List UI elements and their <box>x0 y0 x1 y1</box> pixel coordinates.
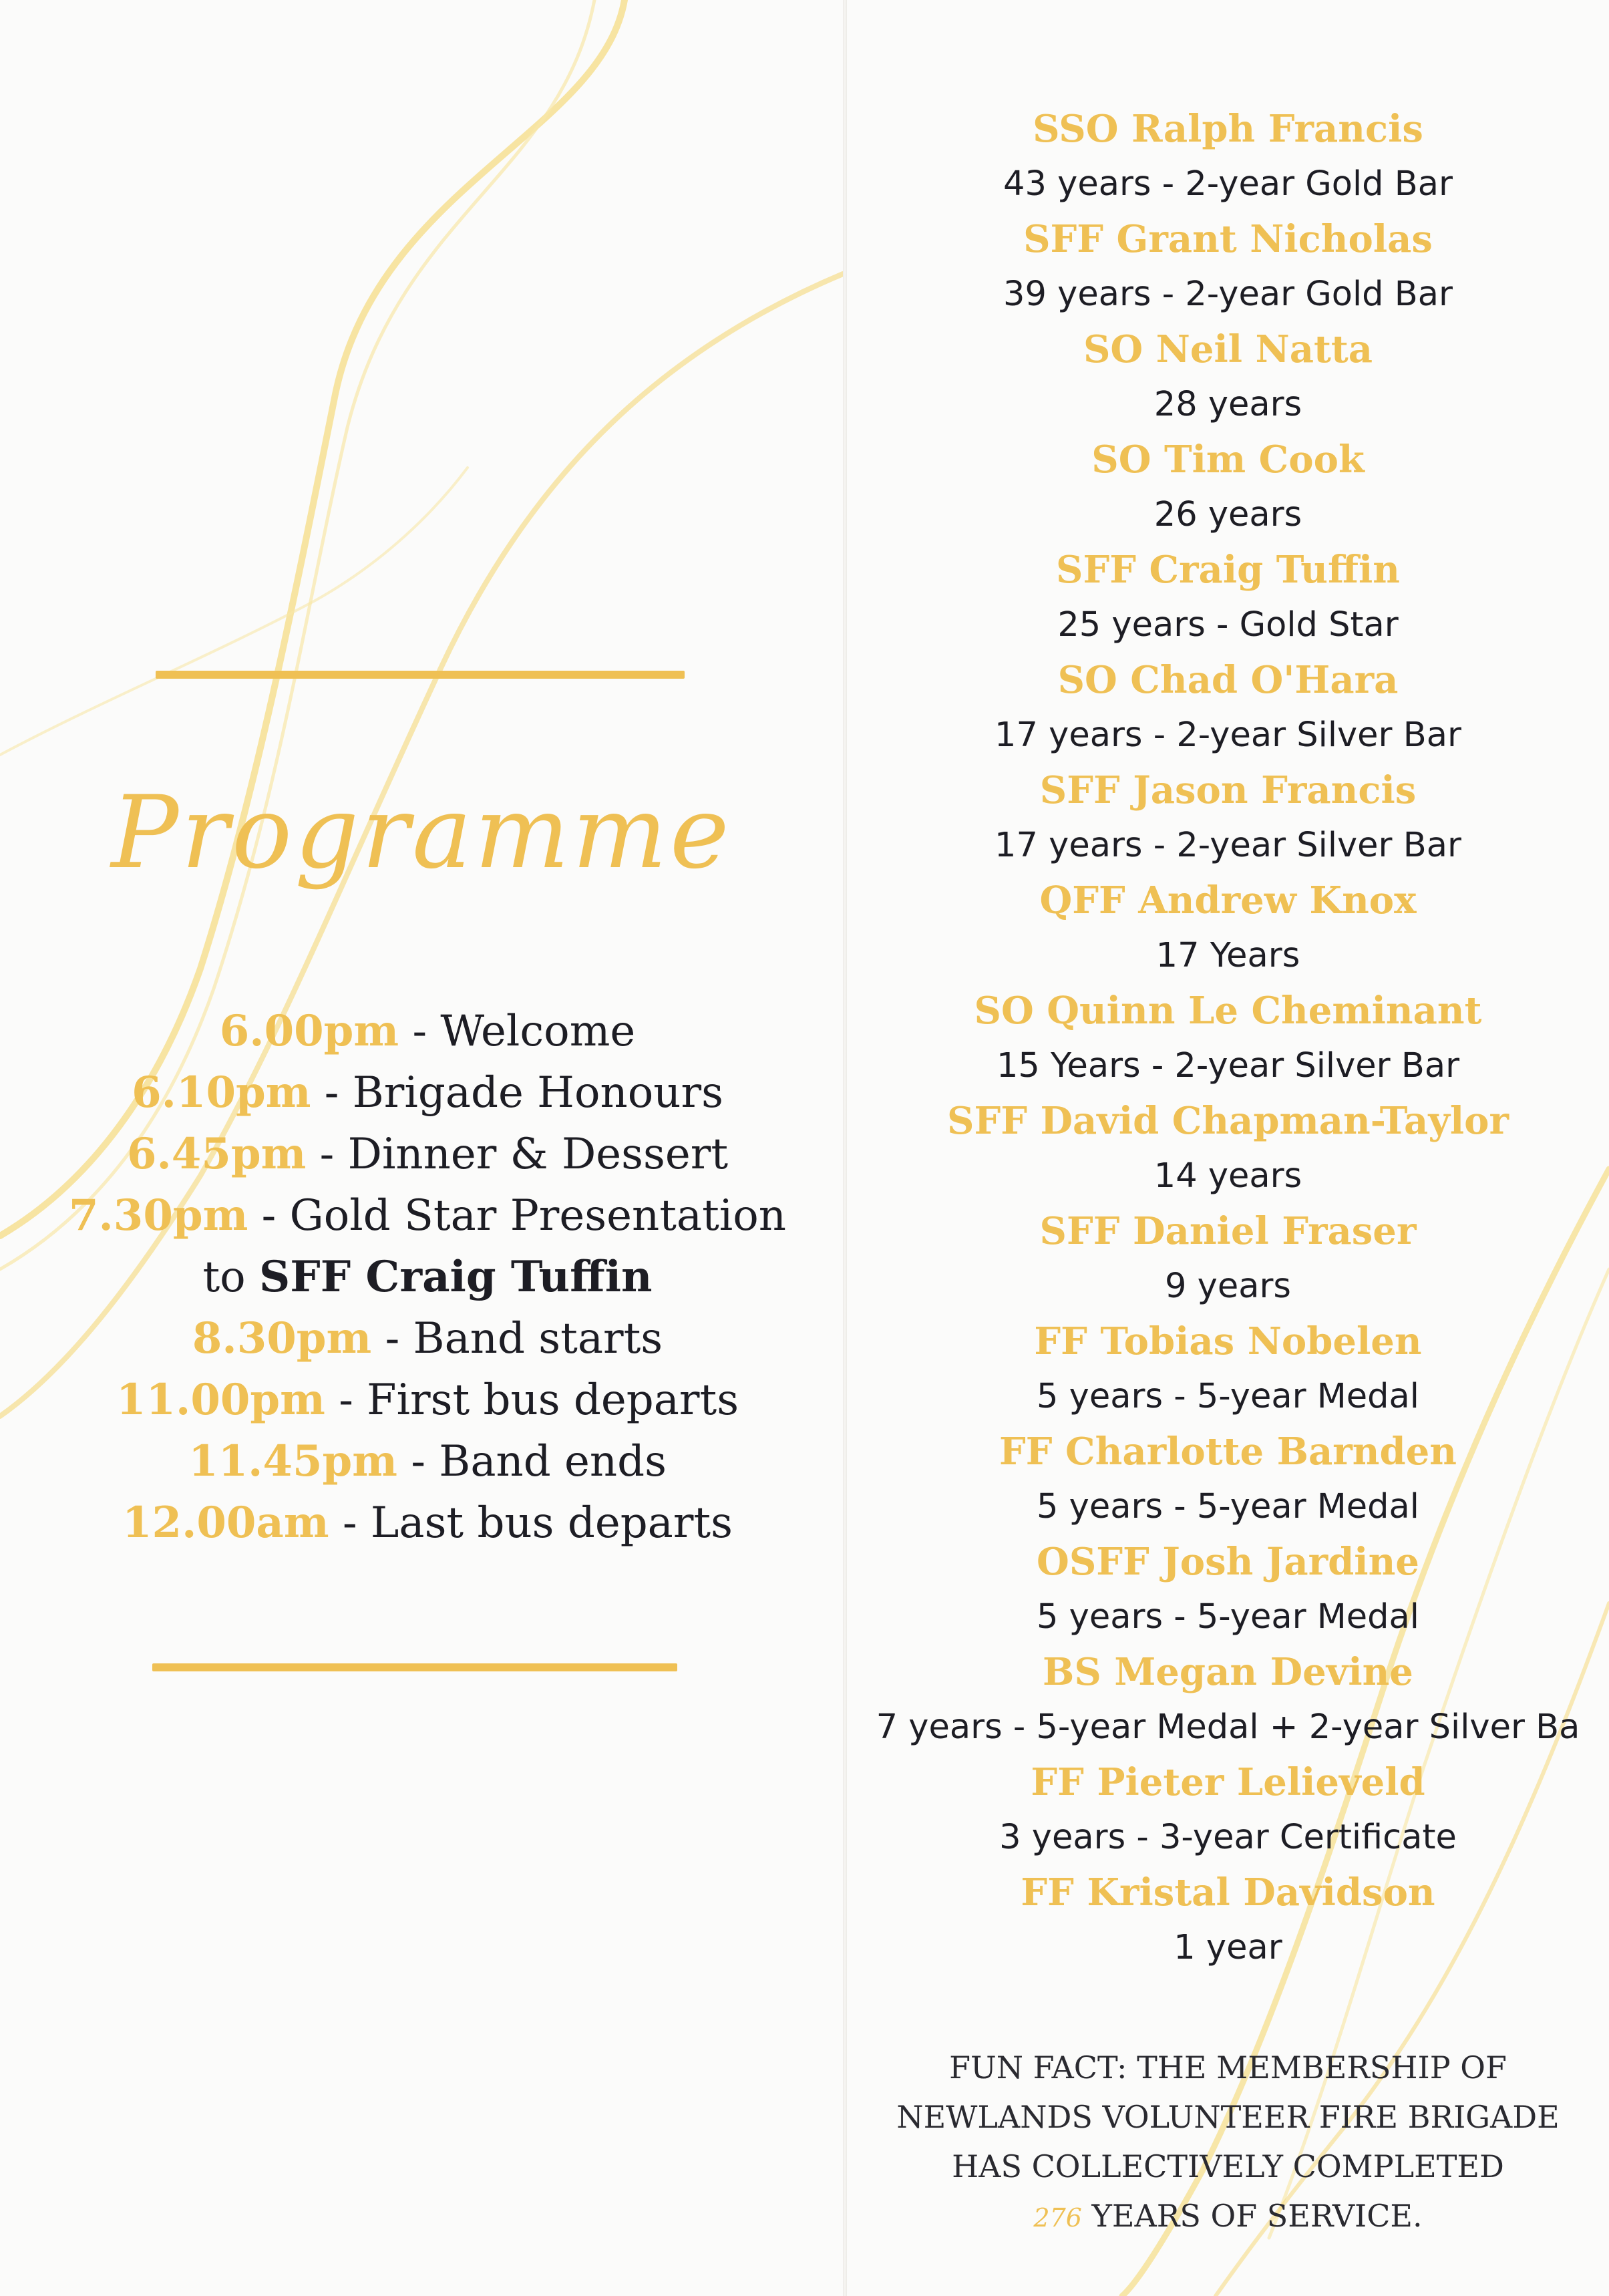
schedule-text: Dinner & Dessert <box>347 1130 729 1179</box>
honouree-name: BS Megan Devine <box>1043 1650 1413 1694</box>
honouree-name: FF Pieter Lelieveld <box>1031 1760 1425 1804</box>
honouree-name: OSFF Josh Jardine <box>1037 1540 1419 1584</box>
honours-list <box>847 102 1609 1975</box>
schedule-item: 6.00pm - Welcome <box>219 1006 636 1056</box>
schedule-time: 7.30pm <box>68 1190 248 1241</box>
top-divider <box>156 671 685 679</box>
fun-fact-line: FUN FACT: THE MEMBERSHIP OF <box>949 2049 1507 2086</box>
honouree-name: SO Tim Cook <box>1091 438 1365 482</box>
fun-fact-line: HAS COLLECTIVELY COMPLETED <box>952 2148 1504 2184</box>
schedule-text: to <box>202 1253 260 1302</box>
fun-fact <box>847 2043 1609 2243</box>
honouree-service: 9 years <box>1164 1267 1291 1306</box>
honouree-service: 15 Years - 2-year Silver Bar <box>996 1046 1460 1086</box>
schedule-time: 11.00pm <box>116 1375 325 1425</box>
honouree-name: SFF Craig Tuffin <box>1056 548 1400 592</box>
honouree-service: 5 years - 5-year Medal <box>1037 1487 1419 1526</box>
honouree-name: QFF Andrew Knox <box>1039 878 1417 923</box>
honouree-name: FF Kristal Davidson <box>1021 1870 1435 1915</box>
schedule-list <box>27 1001 828 1554</box>
honouree-service: 17 years - 2-year Silver Bar <box>995 826 1461 865</box>
schedule-item: 7.30pm - Gold Star Presentation <box>68 1190 787 1241</box>
schedule-item <box>27 1247 828 1308</box>
schedule-item: 6.45pm - Dinner & Dessert <box>126 1129 729 1179</box>
schedule-item: 11.00pm - First bus departs <box>116 1375 739 1425</box>
schedule-text: Welcome <box>440 1007 636 1056</box>
honouree-name: SSO Ralph Francis <box>1033 107 1423 151</box>
honouree-service: 28 years <box>1153 385 1302 424</box>
honouree-name: SFF Grant Nicholas <box>1023 217 1433 261</box>
schedule-time: 8.30pm <box>192 1313 372 1363</box>
fun-fact-line: 276 YEARS OF SERVICE. <box>1033 2198 1423 2234</box>
honouree-service: 17 years - 2-year Silver Bar <box>995 715 1461 755</box>
honours-panel <box>847 0 1609 2296</box>
schedule-text: Band ends <box>439 1437 667 1486</box>
honouree-service: 43 years - 2-year Gold Bar <box>1003 164 1453 204</box>
honouree-service: 7 years - 5-year Medal + 2-year Silver Ba <box>876 1707 1580 1747</box>
honouree-name: SFF David Chapman-Taylor <box>947 1099 1509 1143</box>
schedule-text: First bus departs <box>367 1375 739 1425</box>
gold-star-recipient: SFF Craig Tuffin <box>259 1252 653 1302</box>
honouree-service: 17 Years <box>1155 936 1300 975</box>
honouree-service: 26 years <box>1153 495 1302 534</box>
honouree-service: 3 years - 3-year Certificate <box>999 1818 1457 1857</box>
honouree-name: FF Tobias Nobelen <box>1034 1319 1422 1363</box>
honouree-name: SO Chad O'Hara <box>1057 658 1399 702</box>
honouree-service: 5 years - 5-year Medal <box>1037 1597 1419 1637</box>
schedule-text: Last bus departs <box>370 1498 733 1548</box>
fun-fact-line: NEWLANDS VOLUNTEER FIRE BRIGADE <box>896 2099 1560 2135</box>
honouree-service: 1 year <box>1174 1928 1282 1967</box>
years-total: 276 <box>1033 2203 1082 2233</box>
schedule-time: 11.45pm <box>188 1436 397 1486</box>
schedule-time: 6.10pm <box>132 1068 311 1118</box>
bottom-divider <box>152 1663 677 1671</box>
schedule-time: 6.45pm <box>126 1129 307 1179</box>
programme-title: Programme <box>111 775 732 891</box>
honouree-service: 39 years - 2-year Gold Bar <box>1003 275 1453 314</box>
honouree-name: FF Charlotte Barnden <box>999 1430 1457 1474</box>
honouree-name: SO Quinn Le Cheminant <box>974 989 1482 1033</box>
schedule-item: 8.30pm - Band starts <box>192 1313 663 1363</box>
schedule-time: 12.00am <box>122 1498 329 1548</box>
schedule-item: 11.45pm - Band ends <box>188 1436 667 1486</box>
schedule-time: 6.00pm <box>219 1006 399 1056</box>
honouree-service: 25 years - Gold Star <box>1057 605 1399 645</box>
schedule-item: 12.00am - Last bus departs <box>122 1498 733 1548</box>
honouree-service: 5 years - 5-year Medal <box>1037 1377 1419 1416</box>
honouree-name: SFF Jason Francis <box>1039 768 1417 812</box>
schedule-text: Brigade Honours <box>352 1068 723 1118</box>
schedule-text: Band starts <box>413 1314 663 1363</box>
honouree-name: SFF Daniel Fraser <box>1039 1209 1417 1253</box>
schedule-text: Gold Star Presentation <box>289 1191 787 1241</box>
schedule-item: 6.10pm - Brigade Honours <box>132 1068 723 1118</box>
honouree-service: 14 years <box>1153 1156 1302 1196</box>
honouree-name: SO Neil Natta <box>1083 327 1373 371</box>
